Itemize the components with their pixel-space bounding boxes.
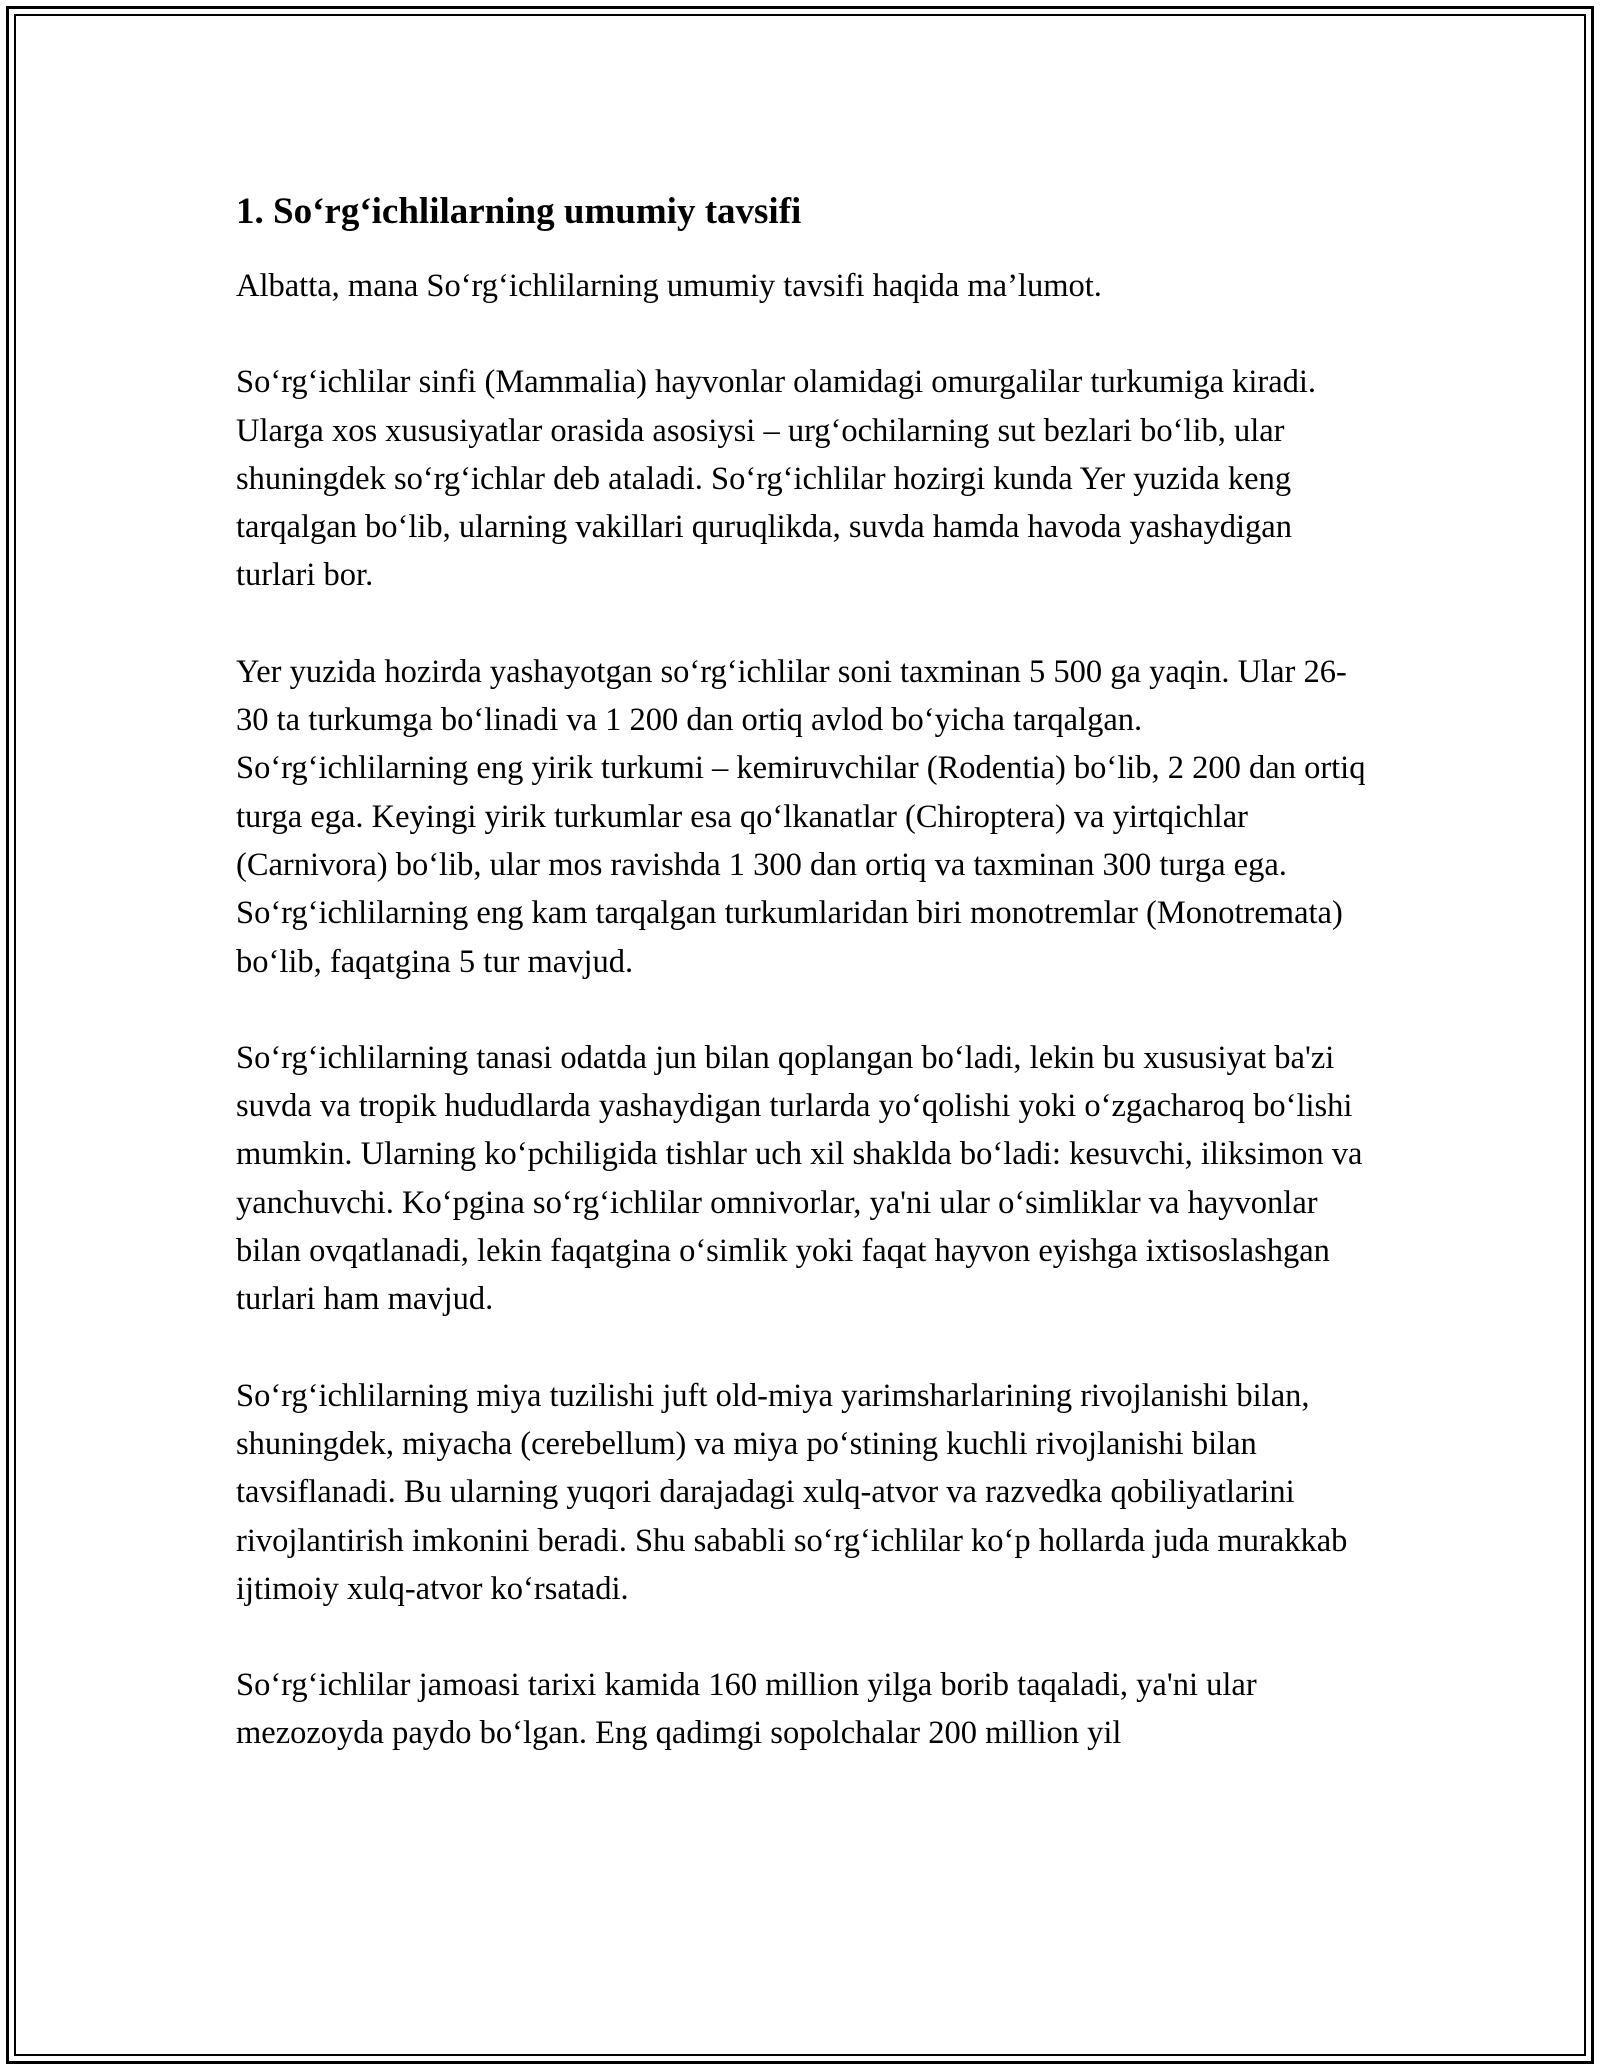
paragraph-mammalia-class: So‘rg‘ichlilar sinfi (Mammalia) hayvonlar olamidagi omurgalilar turkumiga kiradi. Ularga xos xususiyatlar orasida asosiysi – urg‘ochilarning sut bezlari bo‘lib, ular shuningdek so‘rg‘ichlar deb ataladi. So‘rg‘ichlilar hozirgi kunda Yer yuzida keng tarqalgan bo‘lib, ularning vakillari quruqlikda, suvda hamda havoda yashaydigan turlari bor.	[236, 364, 1317, 594]
section-heading: 1. So‘rg‘ichlilarning umumiy tavsifi	[236, 191, 802, 232]
paragraph-history: So‘rg‘ichlilar jamoasi tarixi kamida 160 million yilga borib taqaladi, ya'ni ular mezozoyda paydo bo‘lgan. Eng qadimgi sopolchalar 200 million yil	[236, 1667, 1257, 1752]
document-body	[236, 186, 1376, 1806]
paragraph-body-features: So‘rg‘ichlilarning tanasi odatda jun bilan qoplangan bo‘ladi, lekin bu xususiyat ba'zi suvda va tropik hududlarda yashaydigan turlarda yo‘qolishi yoki o‘zgacharoq bo‘lishi mumkin. Ularning ko‘pchiligida tishlar uch xil shaklda bo‘ladi: kesuvchi, iliksimon va yanchuvchi. Ko‘pgina so‘rg‘ichlilar omnivorlar, ya'ni ular o‘simliklar va hayvonlar bilan ovqatlanadi, lekin faqatgina o‘simlik yoki faqat hayvon eyishga ixtisoslashgan turlari ham mavjud.	[236, 1039, 1363, 1318]
paragraph-brain-structure: So‘rg‘ichlilarning miya tuzilishi juft old-miya yarimsharlarining rivojlanishi bilan, shuningdek, miyacha (cerebellum) va miya po‘stining kuchli rivojlanishi bilan tavsiflanadi. Bu ularning yuqori darajadagi xulq-atvor va razvedka qobiliyatlarini rivojlantirish imkonini beradi. Shu sababli so‘rg‘ichlilar ko‘p hollarda juda murakkab ijtimoiy xulq-atvor ko‘rsatadi.	[236, 1377, 1348, 1607]
paragraph-species-count: Yer yuzida hozirda yashayotgan so‘rg‘ichlilar soni taxminan 5 500 ga yaqin. Ular 26-30 ta turkumga bo‘linadi va 1 200 dan ortiq avlod bo‘yicha tarqalgan. So‘rg‘ichlilarning eng yirik turkumi – kemiruvchilar (Rodentia) bo‘lib, 2 200 dan ortiq turga ega. Keyingi yirik turkumlar esa qo‘lkanatlar (Chiroptera) va yirtqichlar (Carnivora) bo‘lib, ular mos ravishda 1 300 dan ortiq va taxminan 300 turga ega. So‘rg‘ichlilarning eng kam tarqalgan turkumlaridan biri monotremlar (Monotremata) bo‘lib, faqatgina 5 tur mavjud.	[236, 653, 1366, 980]
intro-paragraph: Albatta, mana So‘rg‘ichlilarning umumiy tavsifi haqida ma’lumot.	[236, 268, 1102, 304]
